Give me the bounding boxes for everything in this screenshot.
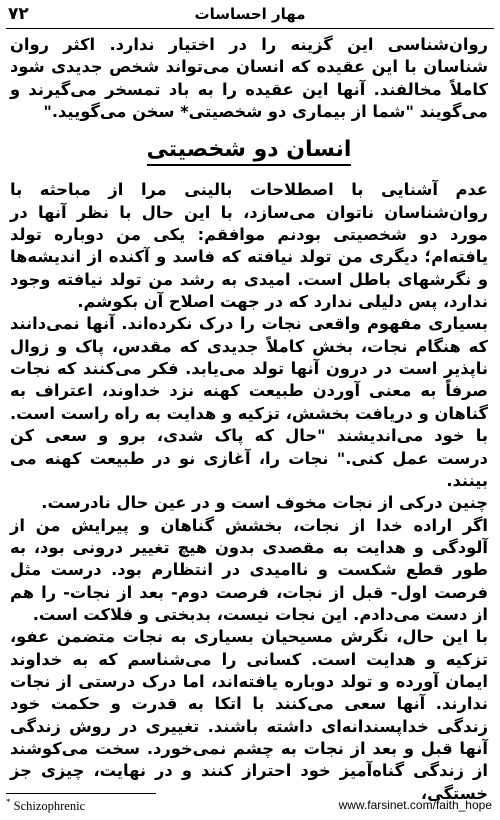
section-heading-wrapper bbox=[10, 135, 488, 165]
paragraph-1: عدم آشنایی با اصطلاحات بالینی مرا از مباحثه با روان‌شناسان ناتوان می‌سازد، با این حال با نظر آنها در مورد دو شخصیتی بودنم موافقم: یکی من دوباره تولد یافته‌ام؛ دیگری من تولد نیافته که فاسد و آکنده از اندیشه‌ها و نگرشهای باطل است. امیدی به رشد من تولد نیافته وجود ندارد، پس دلیلی ندارد که در جهت اصلاح آن بکوشم. bbox=[10, 180, 488, 312]
paragraph-4: اگر اراده خدا از نجات، بخشش گناهان و پیرایش من از آلودگی و هدایت به مقصدی بدون هیچ تغییر درونی بود، به طور قطع شکست و ناامیدی در انتظارم بود. درست مثل فرصت اول- قبل از نجات، فرصت دوم- بعد از نجات- را هم از دست می‌دادم. این نجات نیست، بدبختی و فلاکت است. bbox=[10, 515, 488, 624]
section-heading: انسان دو شخصیتی bbox=[147, 137, 352, 166]
header-rule bbox=[6, 28, 494, 29]
paragraph-3: چنین درکی از نجات مخوف است و در عین حال نادرست. bbox=[41, 493, 488, 513]
page-header bbox=[0, 4, 500, 28]
footnote-text: Schizophrenic bbox=[13, 799, 86, 814]
body-text bbox=[10, 34, 488, 805]
running-title: مهار احساسات bbox=[194, 5, 306, 23]
intro-paragraph: روان‌شناسی این گزینه را در اختیار ندارد. اکثر روان شناسان با این عقیده که انسان می‌تواند شخص جدیدی شود کاملاً مخالفند. آنها این عقیده را به باد تمسخر می‌گیرند و می‌گویند "شما از بیماری دو شخصیتی* سخن می‌گویید." bbox=[10, 35, 488, 122]
paragraph-5: با این حال، نگرش مسیحیان بسیاری به نجات متضمن عفو، تزکیه و هدایت است. کسانی را می‌شناسم که به خداوند ایمان آورده و تولد دوباره یافته‌اند، اما درک درستی از نجات ندارند. آنها سعی می‌کنند با اتکا به قدرت و حکمت خود زندگی خداپسندانه‌ای داشته باشند. تغییری در روش زندگی آنها قبل و بعد از نجات به چشم نمی‌خورد. سخت می‌کوشند از زندگی گناه‌آمیز خود احتراز کنند و در نهایت، چیزی جز خستگی، bbox=[10, 627, 488, 803]
footnote bbox=[6, 797, 85, 814]
footnote-marker: * bbox=[6, 797, 11, 807]
source-url: www.farsinet.com/faith_hope bbox=[338, 798, 492, 812]
footnote-rule bbox=[6, 793, 156, 794]
paragraph-2: بسیاری مفهوم واقعی نجات را درک نکرده‌اند. آنها نمی‌دانند که هنگام نجات، بخش کاملاً جدیدی که مقدس، پاک و زوال ناپذیر است در درون آنها تولد می‌یابد. فکر می‌کنند که نجات صرفاً به معنی آوردن طبیعت کهنه نزد خداوند، اعتراف به گناهان و دریافت بخشش، تزکیه و هدایت به راه راست است. با خود می‌اندیشند "حال که پاک شدی، برو و سعی کن درست عمل کنی." نجات را، آغازی نو در طبیعت کهنه می بینند. bbox=[10, 314, 488, 490]
page-number: ۷۲ bbox=[8, 4, 29, 24]
